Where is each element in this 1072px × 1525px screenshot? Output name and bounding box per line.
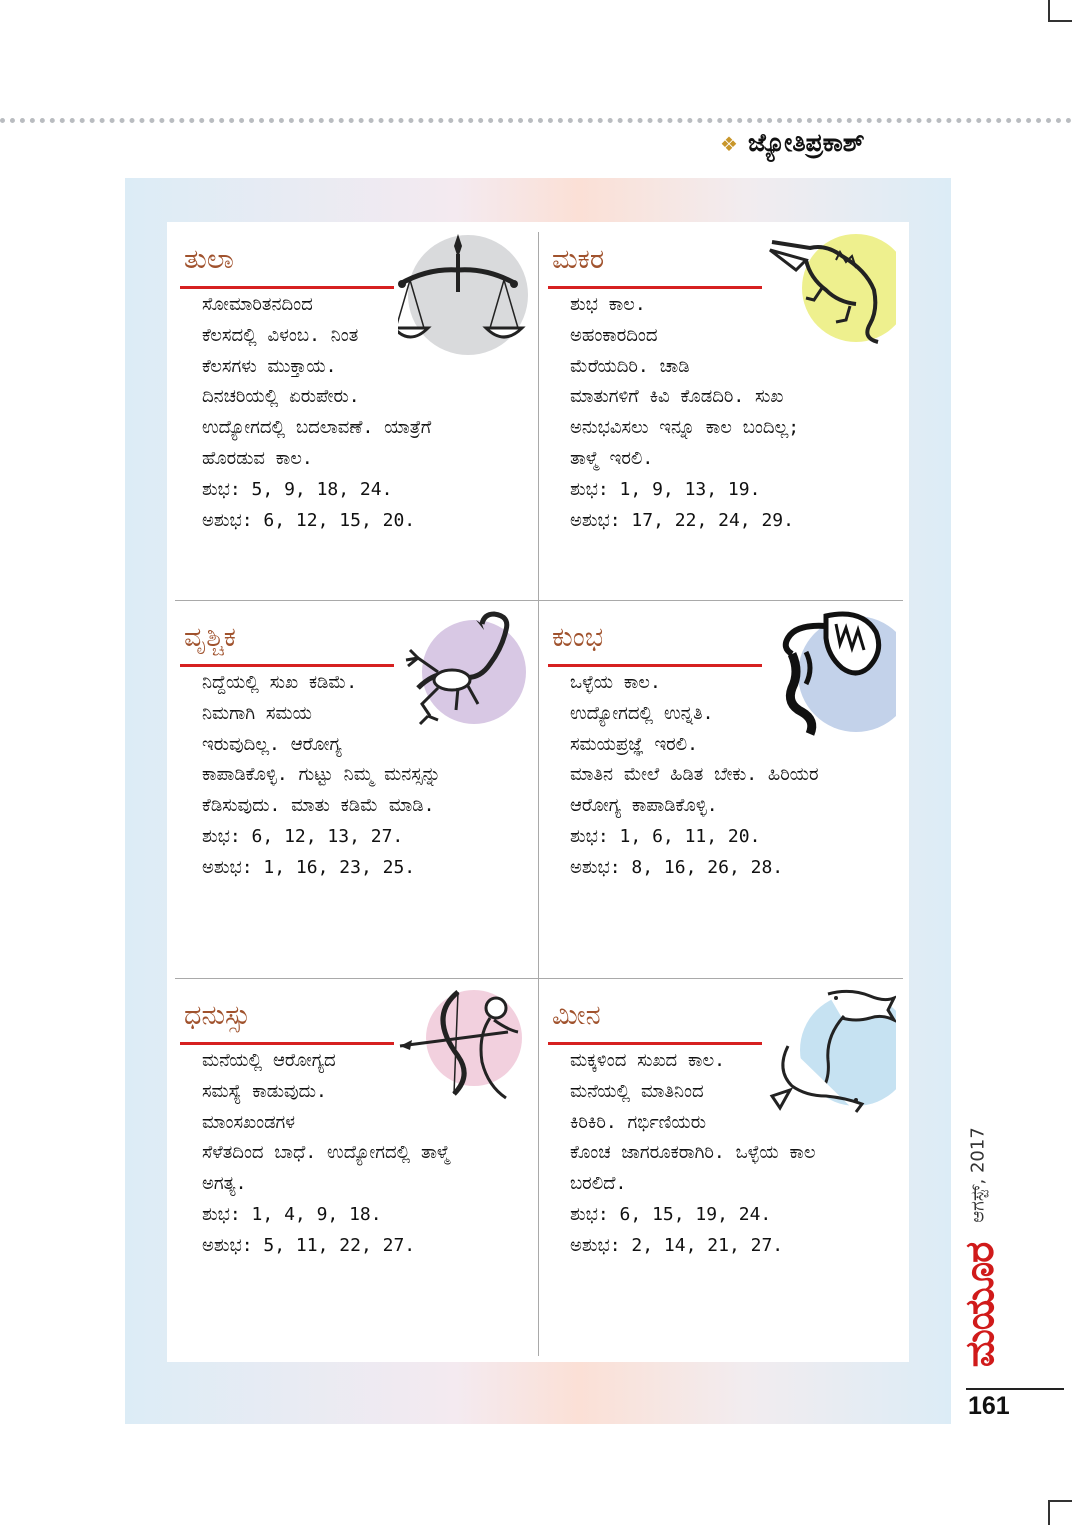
sign-title: ಮೀನ xyxy=(552,1000,601,1031)
lucky-dates: ಶುಭ: 5, 9, 18, 24. xyxy=(202,478,393,500)
sign-card-vrushchika xyxy=(170,604,538,982)
prediction-line: ಉದ್ಯೋಗದಲ್ಲಿ ಉನ್ನತಿ. xyxy=(570,702,714,724)
prediction-line: ದಿನಚರಿಯಲ್ಲಿ ಏರುಪೇರು. xyxy=(202,386,360,408)
prediction-line: ತಾಳ್ಮೆ ಇರಲಿ. xyxy=(570,447,654,469)
prediction-line: ಮಕ್ಕಳಿಂದ ಸುಖದ ಕಾಲ. xyxy=(570,1050,725,1071)
prediction-line: ಮಾತಿನ ಮೇಲೆ ಹಿಡಿತ ಬೇಕು. ಹಿರಿಯರ xyxy=(570,764,819,786)
sign-card-dhanussu xyxy=(170,982,538,1360)
prediction-text xyxy=(570,290,799,536)
prediction-line: ಇರುವುದಿಲ್ಲ. ಆರೋಗ್ಯ xyxy=(202,733,342,755)
unlucky-dates: ಅಶುಭ: 2, 14, 21, 27. xyxy=(570,1234,784,1256)
prediction-line: ಮನೆಯಲ್ಲಿ ಆರೋಗ್ಯದ xyxy=(202,1050,336,1071)
unlucky-dates: ಅಶುಭ: 1, 16, 23, 25. xyxy=(202,856,416,878)
section-title: ಜ್ಯೋತಿಪ್ರಕಾಶ್ xyxy=(747,128,865,157)
prediction-line: ಅನುಭವಿಸಲು ಇನ್ನೂ ಕಾಲ ಬಂದಿಲ್ಲ; xyxy=(570,417,800,439)
title-underline xyxy=(180,1042,394,1045)
prediction-line: ಸೆಳೆತದಿಂದ ಬಾಧೆ. ಉದ್ಯೋಗದಲ್ಲಿ ತಾಳ್ಮೆ xyxy=(202,1142,450,1164)
sign-card-meena xyxy=(538,982,906,1360)
title-underline xyxy=(180,286,394,289)
sign-title: ತುಲಾ xyxy=(184,244,234,275)
prediction-line: ಸಮಸ್ಯೆ ಕಾಡುವುದು. xyxy=(202,1080,327,1102)
prediction-text xyxy=(202,290,431,536)
lucky-dates: ಶುಭ: 6, 12, 13, 27. xyxy=(202,825,404,847)
prediction-line: ಕೊಂಚ ಜಾಗರೂಕರಾಗಿರಿ. ಒಳ್ಳೆಯ ಕಾಲ xyxy=(570,1142,816,1164)
prediction-line: ಸಮಯಪ್ರಜ್ಞೆ ಇರಲಿ. xyxy=(570,733,698,755)
section-label xyxy=(720,128,865,158)
crop-mark-top xyxy=(1048,0,1050,22)
prediction-line: ಅಗತ್ಯ. xyxy=(202,1173,247,1195)
prediction-text xyxy=(202,668,441,884)
sign-card-kumbha xyxy=(538,604,906,982)
crop-mark-bottom xyxy=(1048,1500,1050,1525)
prediction-line: ಬರಲಿದೆ. xyxy=(570,1173,627,1195)
prediction-line: ಕಿರಿಕಿರಿ. ಗರ್ಭಿಣಿಯರು xyxy=(570,1111,706,1133)
title-underline xyxy=(548,286,762,289)
sign-title: ಧನುಸ್ಸು xyxy=(184,1000,251,1031)
prediction-line: ನಿದ್ದೆಯಲ್ಲಿ ಸುಖ ಕಡಿಮೆ. xyxy=(202,672,358,693)
sign-card-makara xyxy=(538,226,906,604)
prediction-line: ಅಹಂಕಾರದಿಂದ xyxy=(570,324,658,346)
sign-title: ವೃಶ್ಚಿಕ xyxy=(184,622,236,653)
prediction-line: ನಿಮಗಾಗಿ ಸಮಯ xyxy=(202,702,312,724)
prediction-line: ಕೆಡಿಸುವುದು. ಮಾತು ಕಡಿಮೆ ಮಾಡಿ. xyxy=(202,795,435,817)
prediction-line: ಮಾಂಸಖಂಡಗಳ xyxy=(202,1111,296,1133)
sign-title: ಮಕರ xyxy=(552,244,605,275)
prediction-line: ಕೆಲಸಗಳು ಮುಕ್ತಾಯ. xyxy=(202,355,337,377)
prediction-text xyxy=(570,668,819,884)
lucky-dates: ಶುಭ: 1, 6, 11, 20. xyxy=(570,825,761,847)
prediction-line: ಉದ್ಯೋಗದಲ್ಲಿ ಬದಲಾವಣೆ. ಯಾತ್ರೆಗೆ xyxy=(202,417,432,439)
unlucky-dates: ಅಶುಭ: 5, 11, 22, 27. xyxy=(202,1234,416,1256)
unlucky-dates: ಅಶುಭ: 8, 16, 26, 28. xyxy=(570,856,784,878)
dotted-divider xyxy=(0,118,1072,123)
crop-mark-bottom xyxy=(1048,1500,1072,1502)
crop-mark-top xyxy=(1048,20,1072,22)
prediction-line: ಸೋಮಾರಿತನದಿಂದ xyxy=(202,294,313,315)
diamond-bullet-icon: ❖ xyxy=(720,132,738,156)
unlucky-dates: ಅಶುಭ: 17, 22, 24, 29. xyxy=(570,509,794,531)
prediction-text xyxy=(202,1046,450,1262)
page-number-rule xyxy=(966,1388,1064,1390)
sign-card-tula xyxy=(170,226,538,604)
lucky-dates: ಶುಭ: 6, 15, 19, 24. xyxy=(570,1203,772,1225)
lucky-dates: ಶುಭ: 1, 4, 9, 18. xyxy=(202,1203,382,1225)
prediction-line: ಹೊರಡುವ ಕಾಲ. xyxy=(202,447,313,469)
prediction-text xyxy=(570,1046,816,1262)
prediction-line: ಕೆಲಸದಲ್ಲಿ ವಿಳಂಬ. ನಿಂತ xyxy=(202,324,359,346)
prediction-line: ಒಳ್ಳೆಯ ಕಾಲ. xyxy=(570,672,661,693)
page-number: 161 xyxy=(968,1392,1010,1420)
title-underline xyxy=(548,1042,762,1045)
prediction-line: ಕಾಪಾಡಿಕೊಳ್ಳಿ. ಗುಟ್ಟು ನಿಮ್ಮ ಮನಸ್ಸನ್ನು xyxy=(202,764,441,786)
prediction-line: ಆರೋಗ್ಯ ಕಾಪಾಡಿಕೊಳ್ಳಿ. xyxy=(570,795,718,817)
title-underline xyxy=(180,664,394,667)
magazine-logo: ಮಯೂರ xyxy=(957,1242,1003,1368)
issue-date: ಆಗಸ್ಟ್, 2017 xyxy=(967,1127,989,1223)
prediction-line: ಮಾತುಗಳಿಗೆ ಕಿವಿ ಕೊಡದಿರಿ. ಸುಖ xyxy=(570,386,784,408)
prediction-line: ಮನೆಯಲ್ಲಿ ಮಾತಿನಿಂದ xyxy=(570,1080,704,1102)
sign-title: ಕುಂಭ xyxy=(552,622,604,653)
prediction-line: ಶುಭ ಕಾಲ. xyxy=(570,294,646,315)
unlucky-dates: ಅಶುಭ: 6, 12, 15, 20. xyxy=(202,509,416,531)
prediction-line: ಮೆರೆಯದಿರಿ. ಚಾಡಿ xyxy=(570,355,690,377)
title-underline xyxy=(548,664,762,667)
lucky-dates: ಶುಭ: 1, 9, 13, 19. xyxy=(570,478,761,500)
